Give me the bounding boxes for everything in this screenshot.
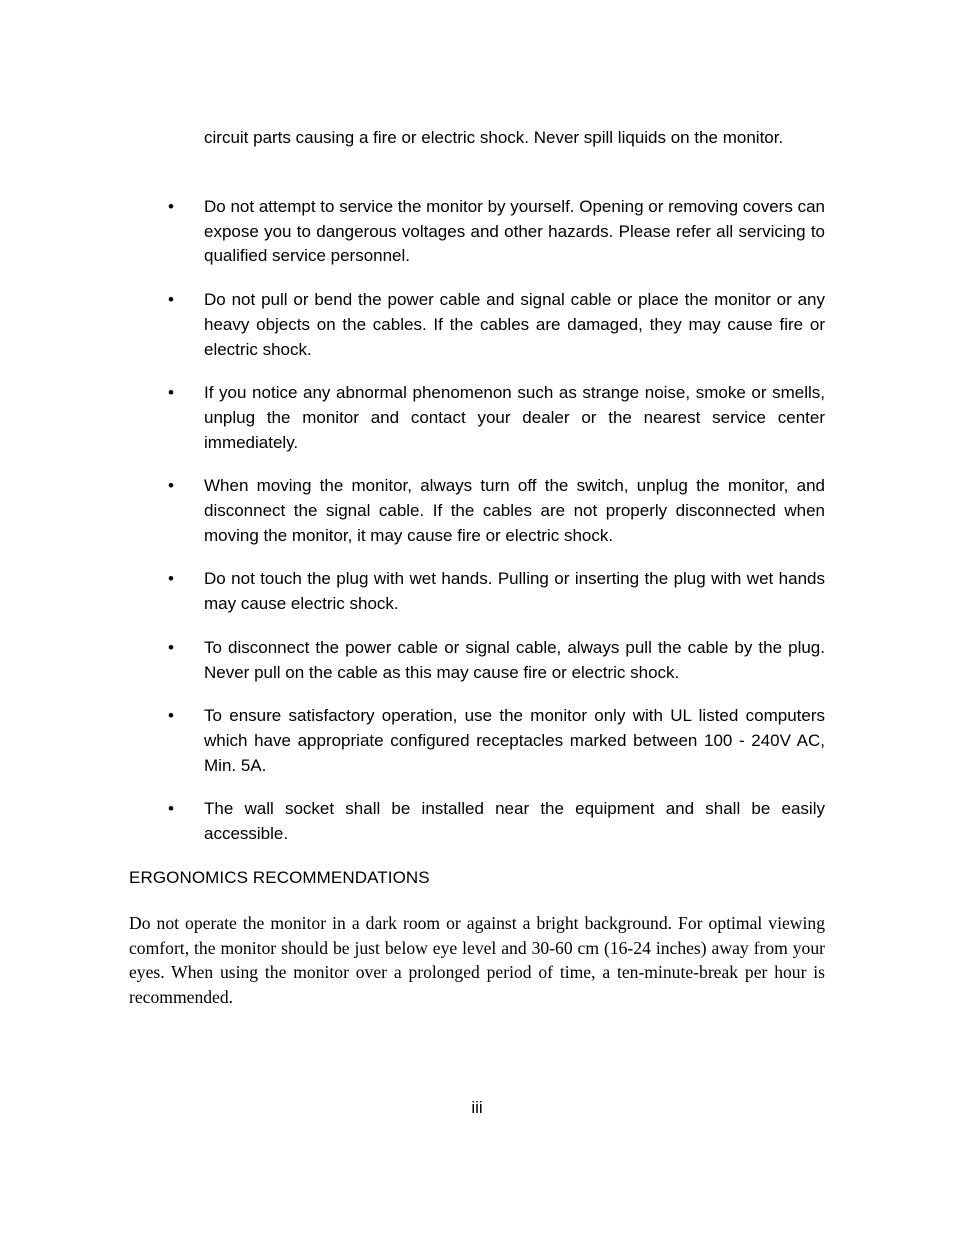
bullet-dot-icon: • (168, 799, 174, 819)
bullet-item (164, 704, 825, 778)
bullet-text: If you notice any abnormal phenomenon such as strange noise, smoke or smells, unplug the monitor and contact your dealer or the nearest service center immediately. (204, 383, 825, 452)
section-body-paragraph: Do not operate the monitor in a dark room or against a bright background. For optimal viewing comfort, the monitor should be just below eye level and 30-60 cm (16-24 inches) away from your eyes. When using the monitor over a prolonged period of time, a ten-minute-break per hour is recommended. (129, 913, 825, 1008)
bullet-item (164, 636, 825, 685)
bullet-text: To disconnect the power cable or signal cable, always pull the cable by the plug. Never pull on the cable as this may cause fire or electric shock. (204, 637, 825, 682)
bullet-text: To ensure satisfactory operation, use the monitor only with UL listed computers which have appropriate configured receptacles marked between 100 - 240V AC, Min. 5A. (204, 706, 825, 775)
page-number: iii (471, 1098, 483, 1117)
bullet-dot-icon: • (168, 290, 174, 310)
bullet-item (164, 195, 825, 269)
continuation-paragraph: circuit parts causing a fire or electric shock. Never spill liquids on the monitor. (204, 128, 784, 147)
bullet-text: Do not pull or bend the power cable and signal cable or place the monitor or any heavy objects on the cables. If the cables are damaged, they may cause fire or electric shock. (204, 290, 825, 359)
bullet-dot-icon: • (168, 383, 174, 403)
bullet-dot-icon: • (168, 569, 174, 589)
bullet-item (164, 567, 825, 616)
bullet-dot-icon: • (168, 476, 174, 496)
bullet-text: Do not attempt to service the monitor by yourself. Opening or removing covers can expose you to dangerous voltages and other hazards. Please refer all servicing to qualified service personnel. (204, 197, 825, 266)
bullet-dot-icon: • (168, 637, 174, 657)
bullet-item (164, 797, 825, 846)
bullet-item (164, 381, 825, 455)
bullet-dot-icon: • (168, 197, 174, 216)
section-heading: ERGONOMICS RECOMMENDATIONS (129, 868, 430, 887)
bullet-item (164, 474, 825, 548)
bullet-dot-icon: • (168, 706, 174, 726)
bullet-text: When moving the monitor, always turn off the switch, unplug the monitor, and disconnect the signal cable. If the cables are not properly disconnected when moving the monitor, it may cause fire or electric shock. (204, 476, 825, 545)
bullet-item (164, 288, 825, 362)
safety-bullet-list (164, 195, 825, 866)
bullet-text: The wall socket shall be installed near the equipment and shall be easily accessible. (204, 799, 825, 844)
bullet-text: Do not touch the plug with wet hands. Pulling or inserting the plug with wet hands may cause electric shock. (204, 569, 825, 614)
